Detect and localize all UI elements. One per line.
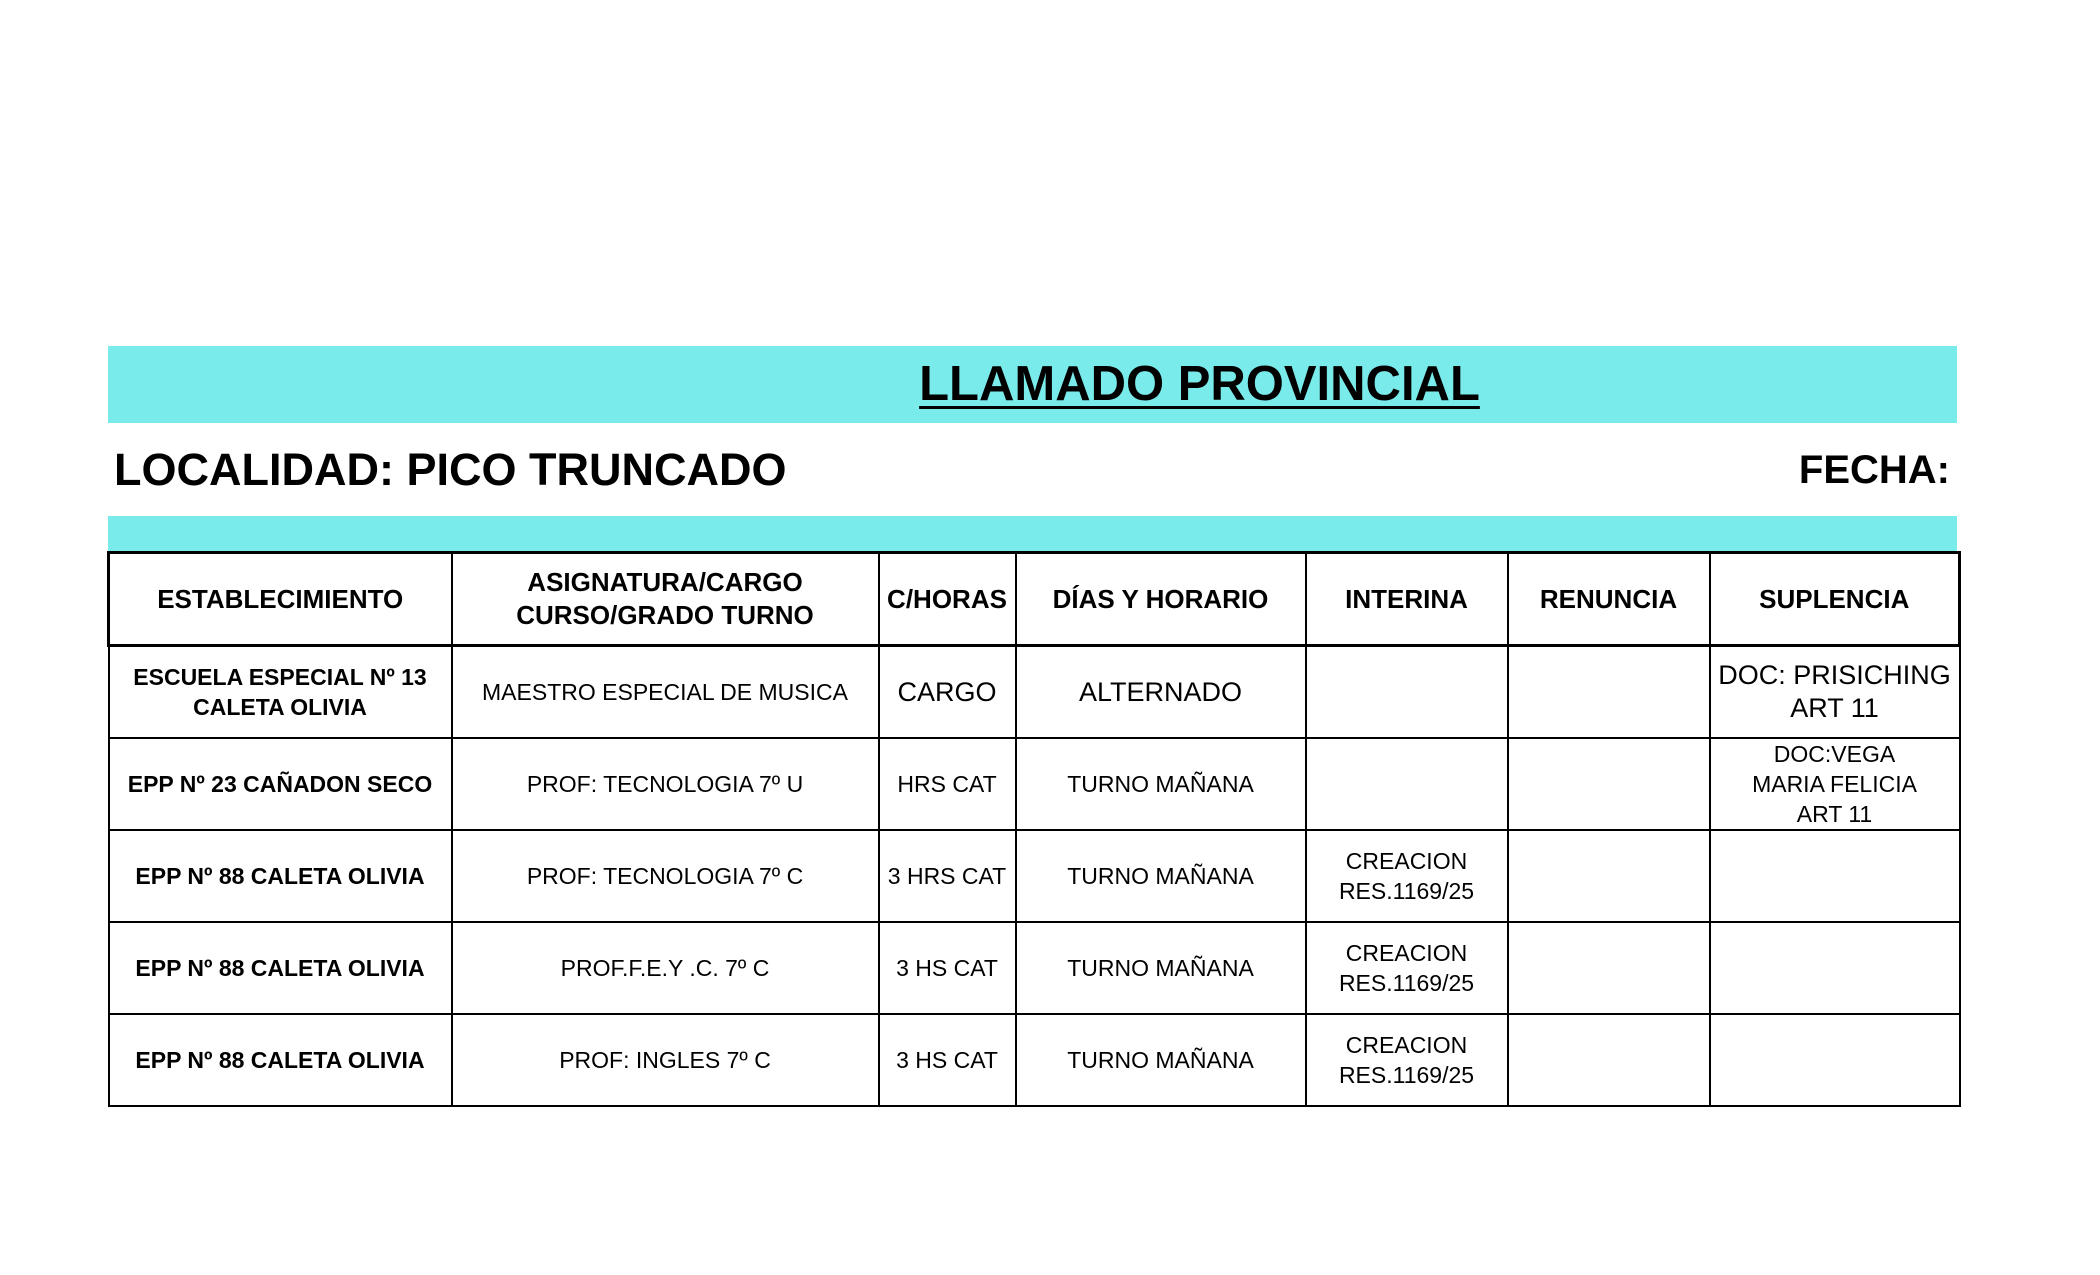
cell-asignatura: PROF.F.E.Y .C. 7º C: [452, 922, 879, 1014]
cell-dias: TURNO MAÑANA: [1016, 922, 1306, 1014]
cell-suplencia: [1710, 830, 1960, 922]
cell-horas: 3 HRS CAT: [879, 830, 1016, 922]
cell-dias: ALTERNADO: [1016, 646, 1306, 739]
table-row: [109, 738, 1960, 830]
cell-interina: [1306, 646, 1508, 739]
column-header-horas: C/HORAS: [879, 553, 1016, 646]
table-row: [109, 830, 1960, 922]
page-title: [108, 346, 1957, 423]
cell-asignatura: PROF: TECNOLOGIA 7º C: [452, 830, 879, 922]
cell-horas: HRS CAT: [879, 738, 1016, 830]
localidad-label: LOCALIDAD: PICO TRUNCADO: [114, 444, 787, 495]
fecha-label: FECHA:: [1798, 448, 1950, 492]
page-title-text: LLAMADO PROVINCIAL: [919, 357, 1480, 411]
cell-renuncia: [1508, 646, 1710, 739]
cell-suplencia: DOC: PRISICHING ART 11: [1710, 646, 1960, 739]
table-header-row: [109, 553, 1960, 646]
cell-dias: TURNO MAÑANA: [1016, 738, 1306, 830]
header-strip: [108, 516, 1957, 551]
table-row: [109, 646, 1960, 739]
cell-interina: CREACION RES.1169/25: [1306, 1014, 1508, 1106]
cell-horas: CARGO: [879, 646, 1016, 739]
column-header-renuncia: RENUNCIA: [1508, 553, 1710, 646]
cell-dias: TURNO MAÑANA: [1016, 1014, 1306, 1106]
llamado-table: [107, 551, 1961, 1107]
cell-interina: [1306, 738, 1508, 830]
cell-dias: TURNO MAÑANA: [1016, 830, 1306, 922]
cell-asignatura: PROF: TECNOLOGIA 7º U: [452, 738, 879, 830]
cell-suplencia: [1710, 1014, 1960, 1106]
cell-horas: 3 HS CAT: [879, 1014, 1016, 1106]
cell-horas: 3 HS CAT: [879, 922, 1016, 1014]
cell-renuncia: [1508, 830, 1710, 922]
column-header-dias: DÍAS Y HORARIO: [1016, 553, 1306, 646]
column-header-interina: INTERINA: [1306, 553, 1508, 646]
cell-renuncia: [1508, 1014, 1710, 1106]
table-row: [109, 922, 1960, 1014]
cell-asignatura: MAESTRO ESPECIAL DE MUSICA: [452, 646, 879, 739]
table-row: [109, 1014, 1960, 1106]
column-header-asignatura: ASIGNATURA/CARGO CURSO/GRADO TURNO: [452, 553, 879, 646]
cell-renuncia: [1508, 738, 1710, 830]
cell-interina: CREACION RES.1169/25: [1306, 830, 1508, 922]
cell-asignatura: PROF: INGLES 7º C: [452, 1014, 879, 1106]
column-header-establecimiento: ESTABLECIMIENTO: [109, 553, 452, 646]
cell-establecimiento: ESCUELA ESPECIAL Nº 13 CALETA OLIVIA: [109, 646, 452, 739]
cell-establecimiento: EPP Nº 23 CAÑADON SECO: [109, 738, 452, 830]
column-header-suplencia: SUPLENCIA: [1710, 553, 1960, 646]
cell-interina: CREACION RES.1169/25: [1306, 922, 1508, 1014]
cell-establecimiento: EPP Nº 88 CALETA OLIVIA: [109, 830, 452, 922]
cell-establecimiento: EPP Nº 88 CALETA OLIVIA: [109, 1014, 452, 1106]
cell-renuncia: [1508, 922, 1710, 1014]
cell-suplencia: DOC:VEGA MARIA FELICIA ART 11: [1710, 738, 1960, 830]
cell-suplencia: [1710, 922, 1960, 1014]
cell-establecimiento: EPP Nº 88 CALETA OLIVIA: [109, 922, 452, 1014]
